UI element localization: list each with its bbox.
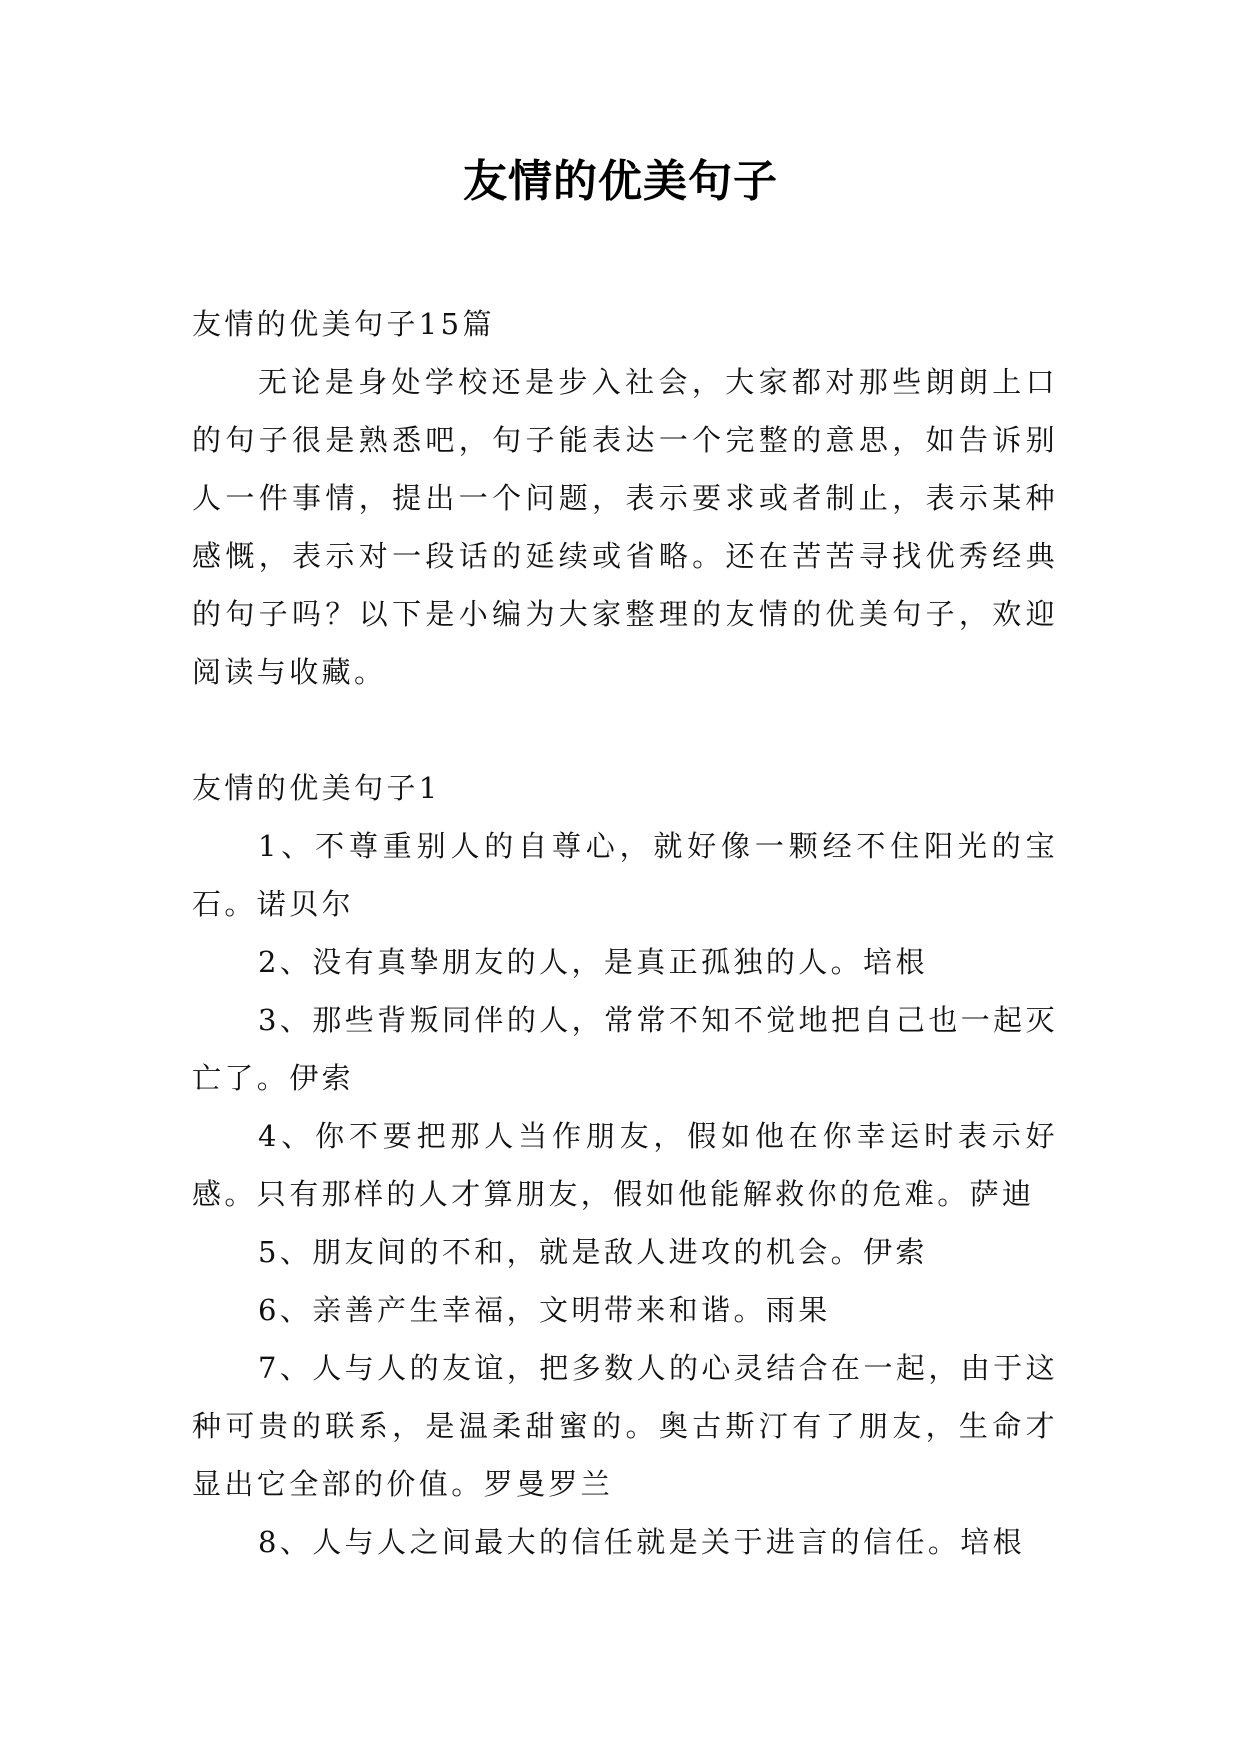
subtitle: 友情的优美句子15篇 [192,307,495,341]
quote-item-2: 2、没有真挚朋友的人，是真正孤独的人。培根 [258,945,928,979]
document-body [192,295,1058,1571]
quote-item-1: 1、不尊重别人的自尊心，就好像一颗经不住阳光的宝石。诺贝尔 [192,829,1058,921]
document-title: 友情的优美句子 [463,156,778,207]
quote-item-4: 4、你不要把那人当作朋友，假如他在你幸运时表示好感。只有那样的人才算朋友，假如他能解救你的危难。萨迪 [192,1119,1058,1211]
quote-item-8: 8、人与人之间最大的信任就是关于进言的信任。培根 [258,1525,1026,1559]
section-heading: 友情的优美句子1 [192,771,441,805]
quote-item-5: 5、朋友间的不和，就是敌人进攻的机会。伊索 [258,1235,928,1269]
quote-item-3: 3、那些背叛同伴的人，常常不知不觉地把自己也一起灭亡了。伊索 [192,1003,1058,1095]
quote-item-6: 6、亲善产生幸福，文明带来和谐。雨果 [258,1293,831,1327]
quote-item-7: 7、人与人的友谊，把多数人的心灵结合在一起，由于这种可贵的联系，是温柔甜蜜的。奥古斯汀有了朋友，生命才显出它全部的价值。罗曼罗兰 [192,1351,1058,1501]
intro-paragraph: 无论是身处学校还是步入社会，大家都对那些朗朗上口的句子很是熟悉吧，句子能表达一个完整的意思，如告诉别人一件事情，提出一个问题，表示要求或者制止，表示某种感慨，表示对一段话的延续或省略。还在苦苦寻找优秀经典的句子吗？以下是小编为大家整理的友情的优美句子，欢迎阅读与收藏。 [192,365,1058,689]
paragraph-gap [192,701,1058,759]
